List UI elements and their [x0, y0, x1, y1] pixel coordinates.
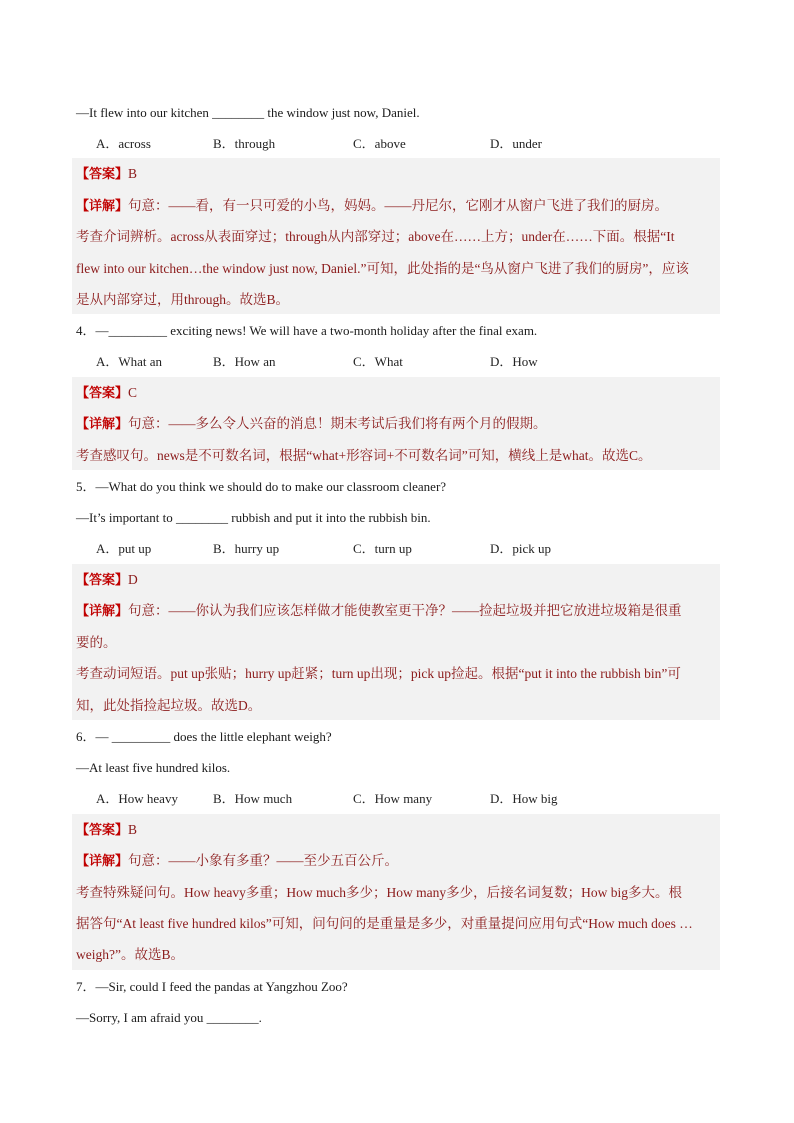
q3-detail-line-2: 考查介词辨析。across从表面穿过；through从内部穿过；above在……上方；under在……下面。根据“It: [76, 229, 675, 244]
answer-tag: 【答案】: [76, 823, 129, 838]
q7-stem: 7．—Sir, could I feed the pandas at Yangzhou Zoo?: [76, 979, 348, 994]
q6-detail-line-1: 【详解】句意：——小象有多重？——至少五百公斤。: [76, 853, 399, 869]
q4-option-b: B．How an: [213, 354, 276, 369]
q4-option-c: C．What: [353, 354, 403, 369]
detail-tag: 【详解】: [76, 604, 129, 619]
q5-detail-line-1: 【详解】句意：——你认为我们应该怎样做才能使教室更干净？——捡起垃圾并把它放进垃圾箱是很重: [76, 603, 682, 619]
q6-option-b: B．How much: [213, 791, 293, 806]
detail-tag: 【详解】: [76, 854, 129, 869]
answer-value: D: [128, 572, 138, 587]
q3-stem: —It flew into our kitchen ________ the window just now, Daniel.: [76, 105, 420, 120]
q4-detail-line-1: 【详解】句意：——多么令人兴奋的消息！期末考试后我们将有两个月的假期。: [76, 416, 547, 432]
q7-stem-2: —Sorry, I am afraid you ________.: [76, 1010, 262, 1025]
answer-value: B: [128, 822, 138, 837]
q6-option-a: A．How heavy: [96, 791, 178, 806]
q5-detail-line-3: 考查动词短语。put up张贴；hurry up赶紧；turn up出现；pick up捡起。根据“put it into the rubbish bin”可: [76, 666, 681, 681]
q5-detail-line-2: 要的。: [76, 635, 117, 650]
answer-value: C: [128, 385, 138, 400]
q5-option-d: D．pick up: [490, 541, 552, 556]
detail-tag: 【详解】: [76, 199, 129, 214]
q4-stem: 4．—_________ exciting news! We will have a two-month holiday after the final exam.: [76, 323, 538, 338]
q5-option-a: A．put up: [96, 541, 152, 556]
answer-tag: 【答案】: [76, 386, 129, 401]
q6-detail-line-2: 考查特殊疑问句。How heavy多重；How much多少；How many多少，后接名词复数；How big多大。根: [76, 885, 682, 900]
answer-tag: 【答案】: [76, 573, 129, 588]
q3-detail-line-4: 是从内部穿过，用through。故选B。: [76, 292, 290, 307]
q5-stem: 5．—What do you think we should do to make our classroom cleaner?: [76, 479, 447, 494]
q3-option-b: B．through: [213, 136, 276, 151]
answer-value: B: [128, 166, 138, 181]
q5-answer: [76, 571, 138, 590]
q3-option-a: A．across: [96, 136, 151, 151]
q3-option-d: D．under: [490, 136, 542, 151]
q6-stem-2: —At least five hundred kilos.: [76, 760, 231, 775]
q6-detail-line-4: weigh?”。故选B。: [76, 947, 184, 962]
q4-option-d: D．How: [490, 354, 538, 369]
q4-answer: [76, 384, 137, 403]
q5-stem-2: —It’s important to ________ rubbish and put it into the rubbish bin.: [76, 510, 431, 525]
q4-option-a: A．What an: [96, 354, 163, 369]
q4-detail-line-2: 考查感叹句。news是不可数名词，根据“what+形容词+不可数名词”可知，横线上是what。故选C。: [76, 448, 652, 463]
detail-tag: 【详解】: [76, 417, 129, 432]
q3-option-c: C．above: [353, 136, 406, 151]
q3-answer: [76, 165, 137, 184]
q3-detail-line-3: flew into our kitchen…the window just now, Daniel.”可知，此处指的是“鸟从窗户飞进了我们的厨房”，应该: [76, 261, 689, 276]
q3-detail-line-1: 【详解】句意：——看，有一只可爱的小鸟，妈妈。——丹尼尔，它刚才从窗户飞进了我们的厨房。: [76, 198, 669, 214]
q6-stem: 6．— _________ does the little elephant weigh?: [76, 729, 332, 744]
q6-option-d: D．How big: [490, 791, 558, 806]
q5-detail-line-4: 知，此处指捡起垃圾。故选D。: [76, 698, 262, 713]
q5-option-b: B．hurry up: [213, 541, 280, 556]
answer-tag: 【答案】: [76, 167, 129, 182]
q6-option-c: C．How many: [353, 791, 433, 806]
q5-option-c: C．turn up: [353, 541, 412, 556]
q6-answer: [76, 821, 137, 840]
q6-detail-line-3: 据答句“At least five hundred kilos”可知，问句问的是重量是多少，对重量提问应用句式“How much does …: [76, 916, 693, 931]
